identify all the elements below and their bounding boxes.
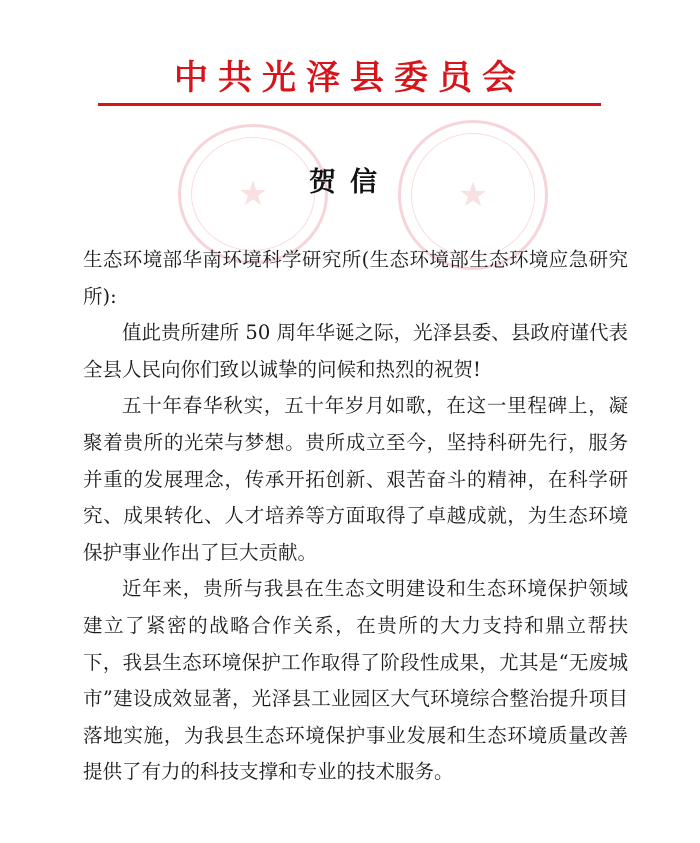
letterhead-red-rule [98, 103, 601, 106]
official-seal-left: ★ [178, 124, 328, 264]
letterhead-title: 中共光泽县委员会 [174, 58, 526, 98]
letter-body [83, 242, 628, 791]
paragraph-1: 值此贵所建所 50 周年华诞之际，光泽县委、县政府谨代表全县人民向你们致以诚挚的问候和热烈的祝贺! [83, 321, 628, 381]
official-seal-right: ★ [398, 120, 548, 270]
paragraph-2: 五十年春华秋实，五十年岁月如歌，在这一里程碑上，凝聚着贵所的光荣与梦想。贵所成立至今，坚持科研先行，服务并重的发展理念，传承开拓创新、艰苦奋斗的精神，在科学研究、成果转化、人才培养等方面取得了卓越成就，为生态环境保护事业作出了巨大贡献。 [83, 394, 628, 564]
paragraph-3: 近年来，贵所与我县在生态文明建设和生态环境保护领域建立了紧密的战略合作关系，在贵所的大力支持和鼎立帮扶下，我县生态环境保护工作取得了阶段性成果，尤其是“无废城市”建设成效显著，光泽县工业园区大气环境综合整治提升项目落地实施，为我县生态环境保护事业发展和生态环境质量改善提供了有力的科技支撑和专业的技术服务。 [83, 577, 628, 784]
salutation: 生态环境部华南环境科学研究所(生态环境部生态环境应急研究所): [83, 248, 628, 308]
letter-title: 贺信 [309, 167, 391, 198]
